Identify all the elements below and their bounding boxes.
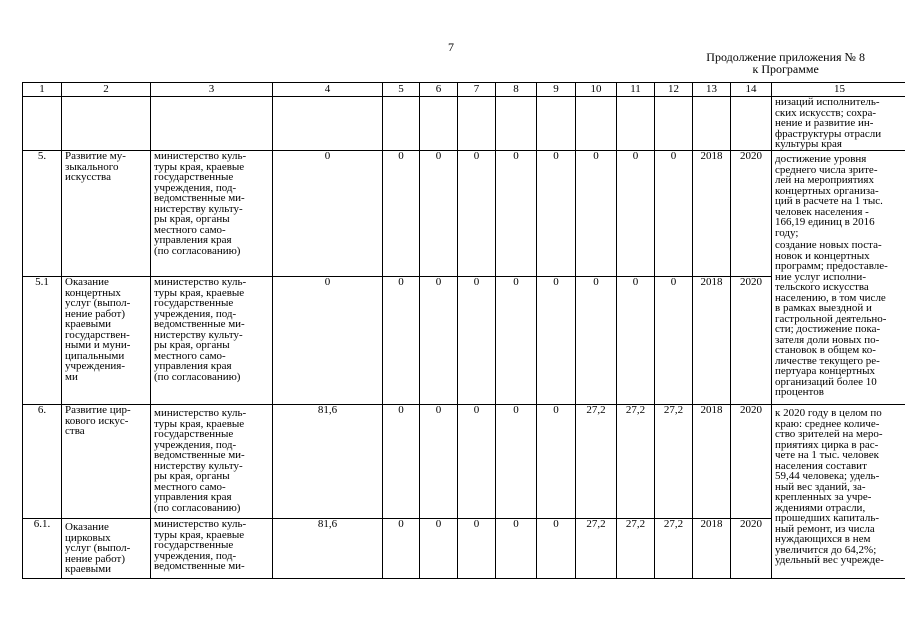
continuation-line-1: Продолжение приложения № 8 xyxy=(706,50,865,64)
column-header: 13 xyxy=(693,83,731,97)
value-cell: 0 xyxy=(420,277,458,405)
value-cell: 0 xyxy=(576,151,617,277)
value-cell: 27,2 xyxy=(576,405,617,519)
result-cell: к 2020 году в целом по краю: среднее количе- ство зрителей на меро- приятиях цирка в рас- чете на 1 тыс. человек населения составит 59,44 человека; удель- ный вес зданий, за- крепленных за учре- ждениями отрасли, прошедших капиталь- ный ремонт, из числа нуждающихся в нем увеличится до 64,2%; удельный вес учрежде- xyxy=(772,405,905,579)
start-year: 2018 xyxy=(693,277,731,405)
table-row xyxy=(23,151,905,277)
table-row xyxy=(23,97,905,151)
result-cell: низаций исполнитель- ских искусств; сохра- нение и развитие ин- фраструктуры отрасли культуры края xyxy=(772,97,905,151)
column-header: 11 xyxy=(617,83,655,97)
value-cell: 0 xyxy=(420,405,458,519)
executor: министерство куль- туры края, краевые государственные учреждения, под- ведомственные ми- xyxy=(151,519,273,579)
value-cell: 0 xyxy=(458,519,496,579)
value-cell: 0 xyxy=(537,277,576,405)
row-number: 6.1. xyxy=(23,519,62,579)
value-cell: 0 xyxy=(273,277,383,405)
result-part-1: достижение уровня среднего числа зрите- лей на мероприятиях концертных организа- ций в расчете на 1 тыс. человек населения - 166,19 единиц в 2016 году; xyxy=(775,153,883,239)
start-year: 2018 xyxy=(693,405,731,519)
continuation-line-2: к Программе xyxy=(752,62,819,76)
column-header: 8 xyxy=(496,83,537,97)
value-cell: 0 xyxy=(383,519,420,579)
value-cell: 0 xyxy=(537,519,576,579)
end-year: 2020 xyxy=(731,405,772,519)
event-name: Оказание концертных услуг (выпол- нение работ) краевыми государствен- ными и муни- ципальными учреждения- ми xyxy=(62,277,151,405)
value-cell: 27,2 xyxy=(655,519,693,579)
value-cell: 0 xyxy=(273,151,383,277)
table-row xyxy=(23,405,905,519)
value-cell: 0 xyxy=(576,277,617,405)
result-part-2: создание новых поста- новок и концертных программ; предоставле- ние услуг исполни- тельского искусства населению, в том числе в рамках выездной и гастрольной деятельно- сти; достижение пока- зателя доли новых по- становок в общем ко- личестве текущего ре- пертуара концертных организаций более 10 процентов xyxy=(775,239,888,398)
value-cell: 0 xyxy=(496,151,537,277)
value-cell: 0 xyxy=(420,519,458,579)
value-cell: 0 xyxy=(496,519,537,579)
value-cell: 27,2 xyxy=(576,519,617,579)
column-header: 4 xyxy=(273,83,383,97)
value-cell: 0 xyxy=(655,277,693,405)
result-cell xyxy=(772,151,905,405)
column-header: 15 xyxy=(772,83,905,97)
value-cell: 81,6 xyxy=(273,405,383,519)
end-year: 2020 xyxy=(731,277,772,405)
row-number: 5. xyxy=(23,151,62,277)
event-name: Развитие цир- кового искус- ства xyxy=(62,405,151,519)
end-year: 2020 xyxy=(731,151,772,277)
value-cell: 0 xyxy=(537,151,576,277)
header-row xyxy=(23,83,905,97)
row-number: 5.1 xyxy=(23,277,62,405)
value-cell: 0 xyxy=(458,405,496,519)
value-cell: 0 xyxy=(655,151,693,277)
page-number: 7 xyxy=(448,40,454,54)
value-cell: 0 xyxy=(383,277,420,405)
column-header: 12 xyxy=(655,83,693,97)
value-cell: 0 xyxy=(496,277,537,405)
value-cell: 0 xyxy=(496,405,537,519)
column-header: 3 xyxy=(151,83,273,97)
event-name: Оказание цирковых услуг (выпол- нение работ) краевыми xyxy=(62,519,151,579)
value-cell: 0 xyxy=(617,277,655,405)
column-header: 1 xyxy=(23,83,62,97)
value-cell: 0 xyxy=(617,151,655,277)
executor: министерство куль- туры края, краевые государственные учреждения, под- ведомственные ми- нистерству культу- ры края, органы местного само- управления края (по согласованию) xyxy=(151,277,273,405)
column-header: 7 xyxy=(458,83,496,97)
program-table xyxy=(22,82,905,579)
value-cell: 27,2 xyxy=(617,519,655,579)
value-cell: 0 xyxy=(458,277,496,405)
appendix-continuation xyxy=(706,51,865,75)
column-header: 14 xyxy=(731,83,772,97)
executor: министерство куль- туры края, краевые государственные учреждения, под- ведомственные ми- нистерству культу- ры края, органы местного само- управления края (по согласованию) xyxy=(151,151,273,277)
value-cell: 27,2 xyxy=(655,405,693,519)
column-header: 6 xyxy=(420,83,458,97)
end-year: 2020 xyxy=(731,519,772,579)
start-year: 2018 xyxy=(693,151,731,277)
column-header: 2 xyxy=(62,83,151,97)
start-year: 2018 xyxy=(693,519,731,579)
column-header: 10 xyxy=(576,83,617,97)
column-header: 5 xyxy=(383,83,420,97)
value-cell: 0 xyxy=(383,405,420,519)
value-cell: 0 xyxy=(458,151,496,277)
executor: министерство куль- туры края, краевые государственные учреждения, под- ведомственные ми- нистерству культу- ры края, органы местного само- управления края (по согласованию) xyxy=(151,405,273,519)
column-header: 9 xyxy=(537,83,576,97)
value-cell: 0 xyxy=(383,151,420,277)
event-name: Развитие му- зыкального искусства xyxy=(62,151,151,277)
value-cell: 0 xyxy=(537,405,576,519)
value-cell: 27,2 xyxy=(617,405,655,519)
row-number: 6. xyxy=(23,405,62,519)
value-cell: 0 xyxy=(420,151,458,277)
value-cell: 81,6 xyxy=(273,519,383,579)
